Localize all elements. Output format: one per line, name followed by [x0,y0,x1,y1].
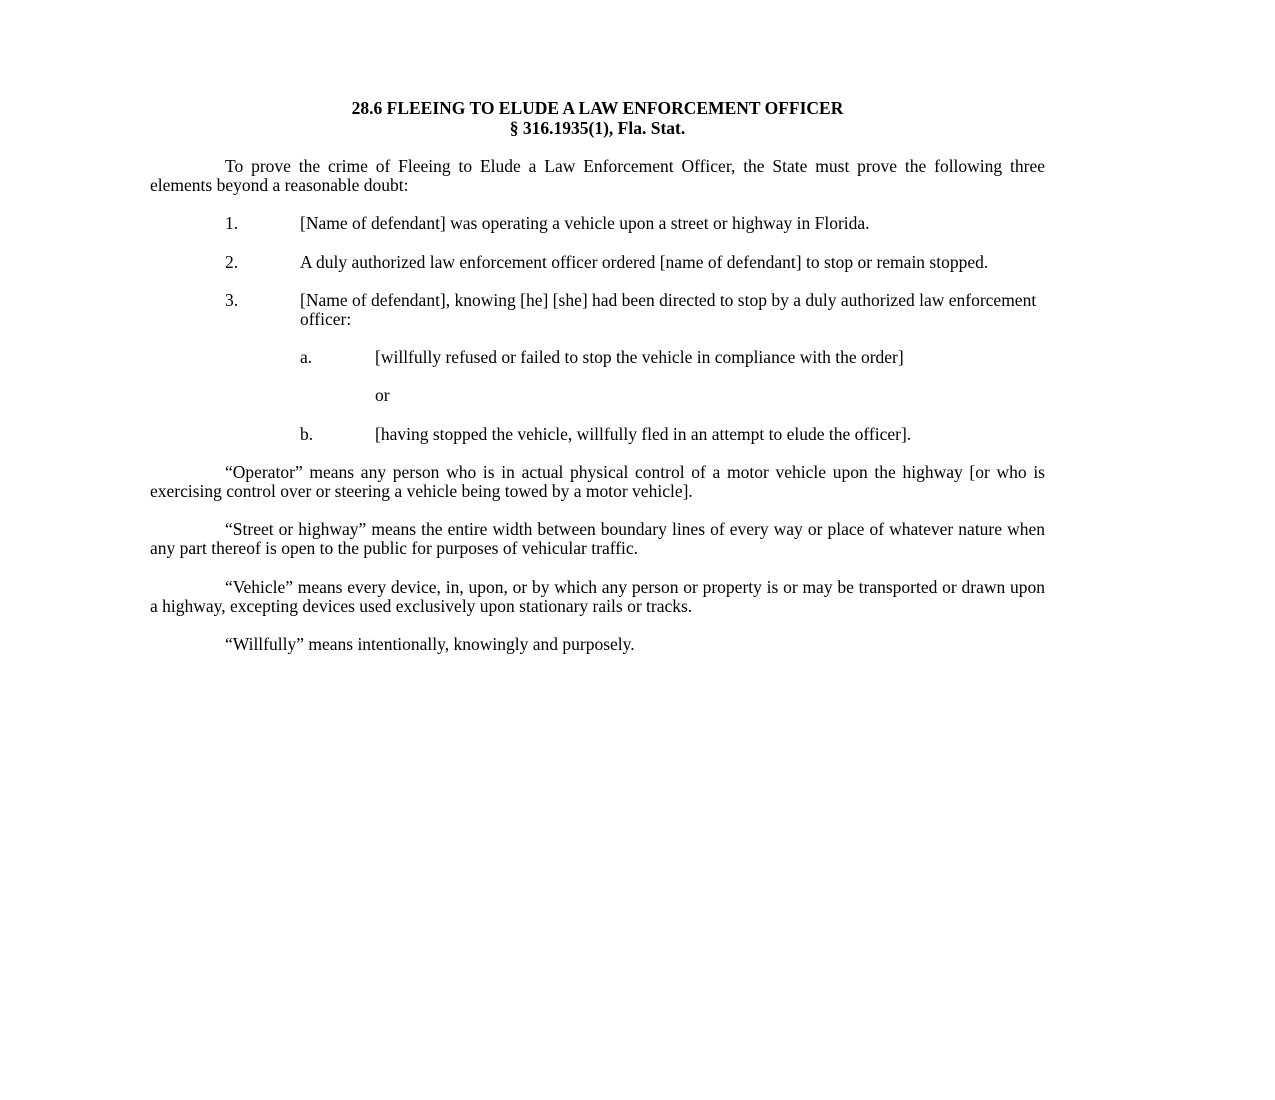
statute-citation: § 316.1935(1), Fla. Stat. [509,117,686,138]
element-text: [Name of defendant] was operating a vehicle upon a street or highway in Florida. [300,213,870,234]
element-number: 3. [225,289,239,310]
title-line-1: 28.6 FLEEING TO ELUDE A LAW ENFORCEMENT OFFICER [351,98,844,118]
definition-willfully: “Willfully” means intentionally, knowingly and purposely. [225,634,635,655]
element-text: [Name of defendant], knowing [he] [she] had been directed to stop by a duly authorized law enforcement officer: [300,289,1037,330]
element-item-2 [150,253,1045,272]
element-text: A duly authorized law enforcement officer ordered [name of defendant] to stop or remain stopped. [300,251,989,272]
subelement-text: [having stopped the vehicle, willfully fled in an attempt to elude the officer]. [375,423,912,444]
definition-operator: “Operator” means any person who is in actual physical control of a motor vehicle upon the highway [or who is exercising control over or steering a vehicle being towed by a motor vehicle]. [150,461,1045,502]
document-title [150,99,1045,138]
definition-vehicle: “Vehicle” means every device, in, upon, or by which any person or property is or may be transported or drawn upon a highway, excepting devices used exclusively upon stationary rails or tracks. [150,576,1045,616]
document-page [150,99,1045,654]
subelement-item-a [150,348,1045,367]
element-number: 2. [225,251,239,272]
subelement-letter: a. [300,347,313,368]
intro-paragraph: To prove the crime of Fleeing to Elude a Law Enforcement Officer, the State must prove the following three elements beyond a reasonable doubt: [150,156,1045,196]
element-number: 1. [225,213,239,234]
element-item-3 [150,291,1045,329]
or-connector: or [375,385,390,406]
element-item-1 [150,214,1045,233]
subelement-text: [willfully refused or failed to stop the vehicle in compliance with the order] [375,347,904,368]
subelement-letter: b. [300,423,314,444]
definition-street-or-highway: “Street or highway” means the entire width between boundary lines of every way or place of whatever nature when any part thereof is open to the public for purposes of vehicular traffic. [150,519,1045,559]
subelement-item-b [150,425,1045,444]
